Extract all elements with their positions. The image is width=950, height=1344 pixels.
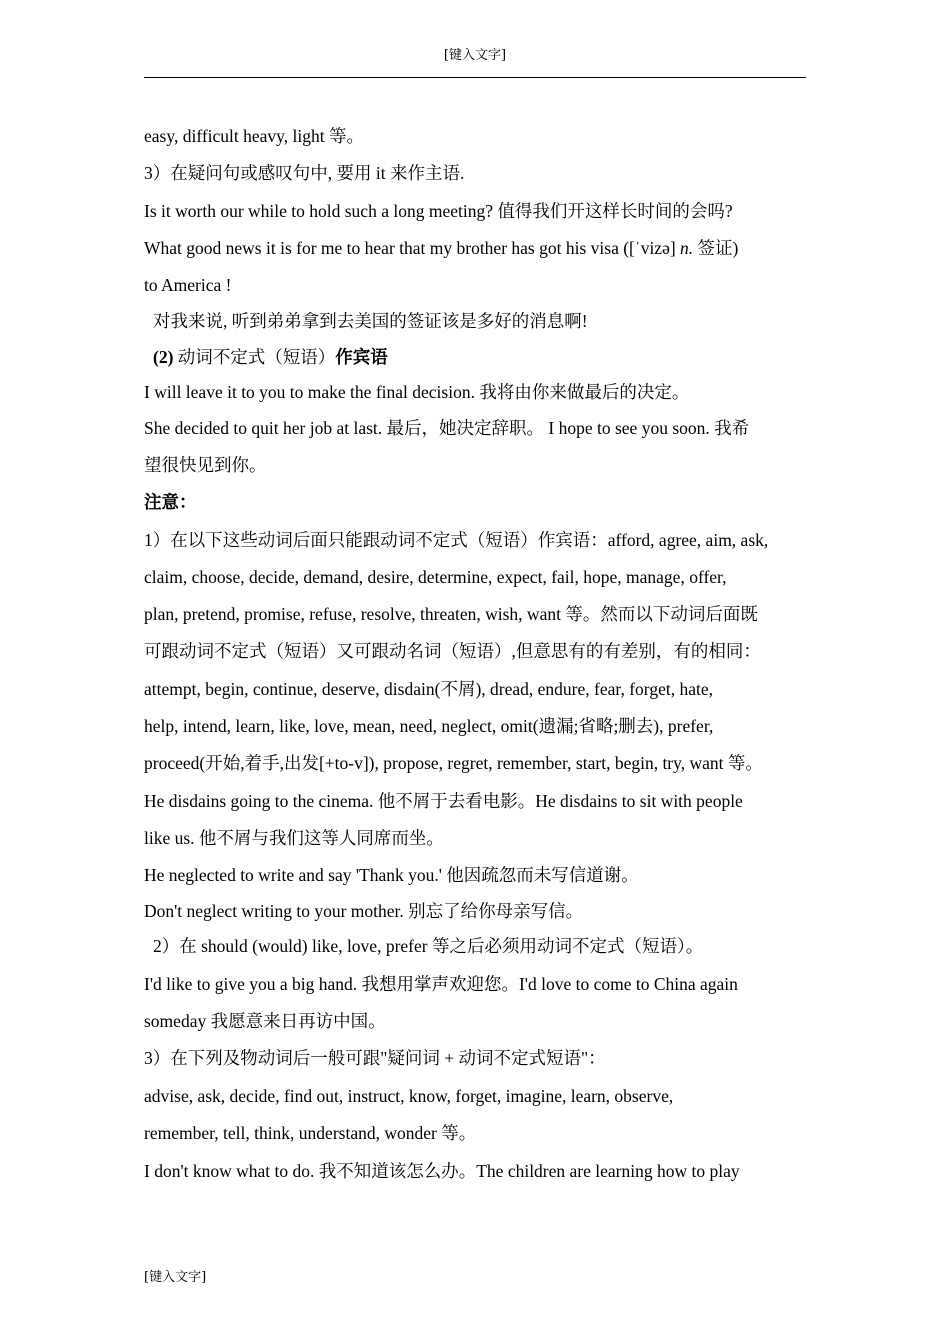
section-heading	[153, 346, 388, 368]
heading-text-bold: 作宾语	[335, 347, 388, 367]
part-of-speech: n.	[680, 238, 694, 258]
text-line: plan, pretend, promise, refuse, resolve, threaten, wish, want 等。然而以下动词后面既	[144, 604, 758, 624]
text-line: Don't neglect writing to your mother. 别忘了给你母亲写信。	[144, 901, 584, 921]
text-line: like us. 他不屑与我们这等人同席而坐。	[144, 828, 444, 848]
text-line: advise, ask, decide, find out, instruct, know, forget, imagine, learn, observe,	[144, 1086, 674, 1106]
text-line: attempt, begin, continue, deserve, disdain(不屑), dread, endure, fear, forget, hate,	[144, 679, 713, 699]
heading-number: (2)	[153, 347, 178, 367]
page-header: [键入文字]	[443, 48, 507, 63]
text-line	[144, 237, 738, 259]
text-line: I don't know what to do. 我不知道该怎么办。The children are learning how to play	[144, 1161, 740, 1181]
text-line: easy, difficult heavy, light 等。	[144, 126, 364, 146]
text-line: 可跟动词不定式（短语）又可跟动名词（短语）,但意思有的有差别，有的相同：	[144, 641, 761, 661]
text-line: 1）在以下这些动词后面只能跟动词不定式（短语）作宾语：afford, agree, aim, ask,	[144, 530, 769, 550]
text-line: Is it worth our while to hold such a long meeting? 值得我们开这样长时间的会吗?	[144, 201, 733, 221]
heading-text: 动词不定式（短语）	[177, 347, 336, 367]
text-span: 签证)	[693, 238, 739, 258]
text-line: to America !	[144, 275, 232, 295]
text-line: 3）在下列及物动词后一般可跟"疑问词 + 动词不定式短语"：	[144, 1048, 606, 1068]
text-line: I'd like to give you a big hand. 我想用掌声欢迎您。I'd love to come to China again	[144, 974, 738, 994]
header-divider	[144, 77, 806, 78]
text-line: He disdains going to the cinema. 他不屑于去看电影。He disdains to sit with people	[144, 791, 743, 811]
text-line: I will leave it to you to make the final decision. 我将由你来做最后的决定。	[144, 382, 690, 402]
text-line: 2）在 should (would) like, love, prefer 等之后必须用动词不定式（短语）。	[153, 936, 704, 956]
text-line: claim, choose, decide, demand, desire, determine, expect, fail, hope, manage, offer,	[144, 567, 727, 587]
text-span: What good news it is for me to hear that my brother has got his visa ([ˈvizə]	[144, 238, 681, 258]
page-footer: [键入文字]	[144, 1270, 207, 1285]
text-line: proceed(开始,着手,出发[+to-v]), propose, regret, remember, start, begin, try, want 等。	[144, 753, 763, 773]
text-line: 对我来说, 听到弟弟拿到去美国的签证该是多好的消息啊!	[153, 311, 588, 331]
text-line: She decided to quit her job at last. 最后，她决定辞职。 I hope to see you soon. 我希	[144, 418, 750, 438]
text-line: 望很快见到你。	[144, 455, 267, 475]
text-line: someday 我愿意来日再访中国。	[144, 1011, 386, 1031]
text-line: remember, tell, think, understand, wonder 等。	[144, 1123, 477, 1143]
text-line: He neglected to write and say 'Thank you.' 他因疏忽而未写信道谢。	[144, 865, 639, 885]
note-heading: 注意：	[144, 492, 197, 512]
text-line: help, intend, learn, like, love, mean, need, neglect, omit(遗漏;省略;删去), prefer,	[144, 716, 714, 736]
text-line: 3）在疑问句或感叹句中, 要用 it 来作主语.	[144, 163, 465, 183]
